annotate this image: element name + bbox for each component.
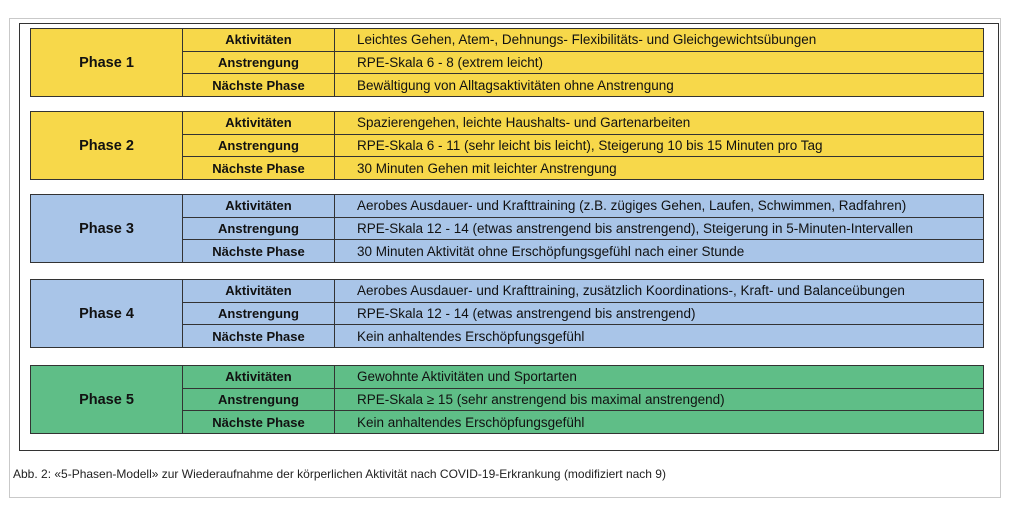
row-label: Aktivitäten (183, 112, 335, 134)
row-value: Spazierengehen, leichte Haushalts- und Gartenarbeiten (357, 115, 691, 131)
row-label: Anstrengung (183, 52, 335, 74)
phase-name: Phase 2 (31, 112, 183, 179)
row-value: 30 Minuten Aktivität ohne Erschöpfungsgefühl nach einer Stunde (357, 243, 745, 259)
row-effort (183, 135, 983, 158)
row-label: Aktivitäten (183, 195, 335, 217)
row-value: RPE-Skala 6 - 8 (extrem leicht) (357, 55, 544, 70)
phase-block-1 (30, 28, 984, 97)
row-value: 30 Minuten Gehen mit leichter Anstrengung (357, 160, 617, 176)
row-label: Anstrengung (183, 389, 335, 411)
row-effort (183, 303, 983, 326)
row-value: RPE-Skala 12 - 14 (etwas anstrengend bis anstrengend) (357, 306, 696, 321)
row-label: Nächste Phase (183, 411, 335, 433)
phase-name: Phase 5 (31, 366, 183, 433)
figure-caption: Abb. 2: «5-Phasen-Modell» zur Wiederaufnahme der körperlichen Aktivität nach COVID-19-Erkrankung (modifiziert nach 9) (13, 467, 666, 481)
row-effort (183, 52, 983, 75)
row-value: Kein anhaltendes Erschöpfungsgefühl (357, 414, 585, 430)
phase-table (19, 23, 999, 451)
row-label: Aktivitäten (183, 29, 335, 51)
phase-name: Phase 4 (31, 280, 183, 347)
phase-name: Phase 3 (31, 195, 183, 262)
row-value: Leichtes Gehen, Atem-, Dehnungs- Flexibilitäts- und Gleichgewichtsübungen (357, 32, 817, 48)
row-next-phase (183, 74, 983, 96)
row-next-phase (183, 157, 983, 179)
row-value: Aerobes Ausdauer- und Krafttraining, zusätzlich Koordinations-, Kraft- und Balanceübungen (357, 283, 905, 299)
row-label: Anstrengung (183, 218, 335, 240)
row-activities (183, 195, 983, 218)
row-activities (183, 29, 983, 52)
row-label: Nächste Phase (183, 325, 335, 347)
phase-block-5 (30, 365, 984, 434)
phase-block-2 (30, 111, 984, 180)
row-next-phase (183, 325, 983, 347)
row-value: Gewohnte Aktivitäten und Sportarten (357, 369, 577, 385)
row-label: Aktivitäten (183, 280, 335, 302)
row-effort (183, 218, 983, 241)
row-label: Anstrengung (183, 135, 335, 157)
row-label: Aktivitäten (183, 366, 335, 388)
row-value: Kein anhaltendes Erschöpfungsgefühl (357, 328, 585, 344)
row-effort (183, 389, 983, 412)
row-label: Nächste Phase (183, 74, 335, 96)
row-value: RPE-Skala 12 - 14 (etwas anstrengend bis anstrengend), Steigerung in 5-Minuten-Intervallen (357, 221, 914, 236)
row-value: Aerobes Ausdauer- und Krafttraining (z.B. zügiges Gehen, Laufen, Schwimmen, Radfahren) (357, 198, 907, 214)
row-activities (183, 112, 983, 135)
row-label: Nächste Phase (183, 157, 335, 179)
row-value: RPE-Skala 6 - 11 (sehr leicht bis leicht), Steigerung 10 bis 15 Minuten pro Tag (357, 138, 823, 153)
row-next-phase (183, 240, 983, 262)
phase-block-4 (30, 279, 984, 348)
row-activities (183, 280, 983, 303)
row-label: Anstrengung (183, 303, 335, 325)
row-next-phase (183, 411, 983, 433)
phase-block-3 (30, 194, 984, 263)
phase-name: Phase 1 (31, 29, 183, 96)
row-value: RPE-Skala ≥ 15 (sehr anstrengend bis maximal anstrengend) (357, 392, 725, 407)
row-activities (183, 366, 983, 389)
row-value: Bewältigung von Alltagsaktivitäten ohne Anstrengung (357, 77, 674, 93)
row-label: Nächste Phase (183, 240, 335, 262)
